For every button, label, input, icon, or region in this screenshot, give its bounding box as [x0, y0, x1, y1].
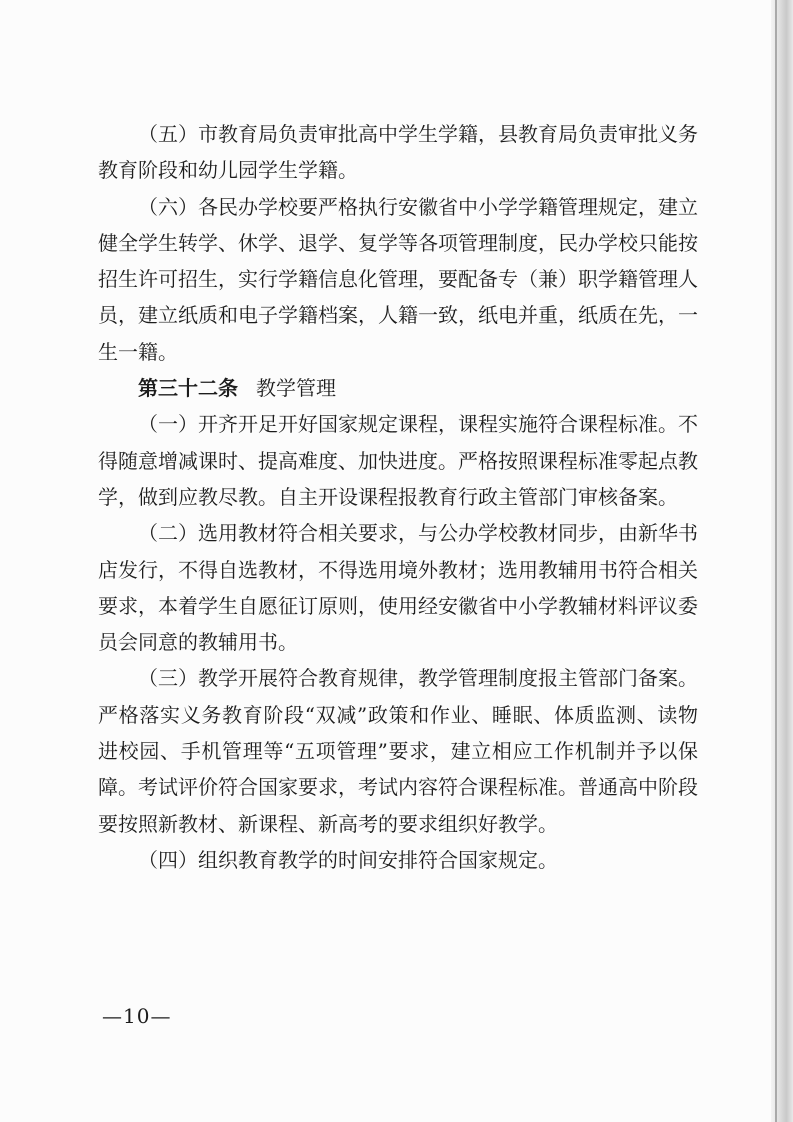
paragraph-6: （六）各民办学校要严格执行安徽省中小学学籍管理规定，建立健全学生转学、休学、退学、复学等各项管理制度，民办学校只能按招生许可招生，实行学籍信息化管理，要配备专（兼）职学籍管理人员，建立纸质和电子学籍档案，人籍一致，纸电并重，纸质在先，一生一籍。: [98, 194, 698, 364]
article-paragraph-4: （四）组织教育教学的时间安排符合国家规定。: [138, 847, 558, 872]
article-paragraph-2: （二）选用教材符合相关要求，与公办学校教材同步，由新华书店发行，不得自选教材，不得选用境外教材；选用教辅用书符合相关要求，本着学生自愿征订原则，使用经安徽省中小学教辅材料评议委员会同意的教辅用书。: [98, 521, 698, 655]
document-body: [98, 116, 698, 878]
article-title: 第三十二条: [138, 376, 238, 401]
page-edge-line: [775, 0, 777, 1122]
article-paragraph-1: （一）开齐开足开好国家规定课程，课程实施符合课程标准。不得随意增减课时、提高难度、加快进度。严格按照课程标准零起点教学，做到应教尽教。自主开设课程报教育行政主管部门审核备案。: [98, 412, 698, 509]
paragraph-5: （五）市教育局负责审批高中学生学籍，县教育局负责审批义务教育阶段和幼儿园学生学籍。: [98, 122, 698, 183]
page-number: —10—: [102, 1004, 172, 1028]
article-subtitle: 教学管理: [256, 376, 336, 401]
article-paragraph-3: （三）教学开展符合教育规律，教学管理制度报主管部门备案。严格落实义务教育阶段“双减”政策和作业、睡眠、体质监测、读物进校园、手机管理等“五项管理”要求，建立相应工作机制并予以保障。考试评价符合国家要求，考试内容符合课程标准。普通高中阶段要按照新教材、新课程、新高考的要求组织好教学。: [98, 666, 698, 836]
article-heading: [98, 370, 698, 406]
